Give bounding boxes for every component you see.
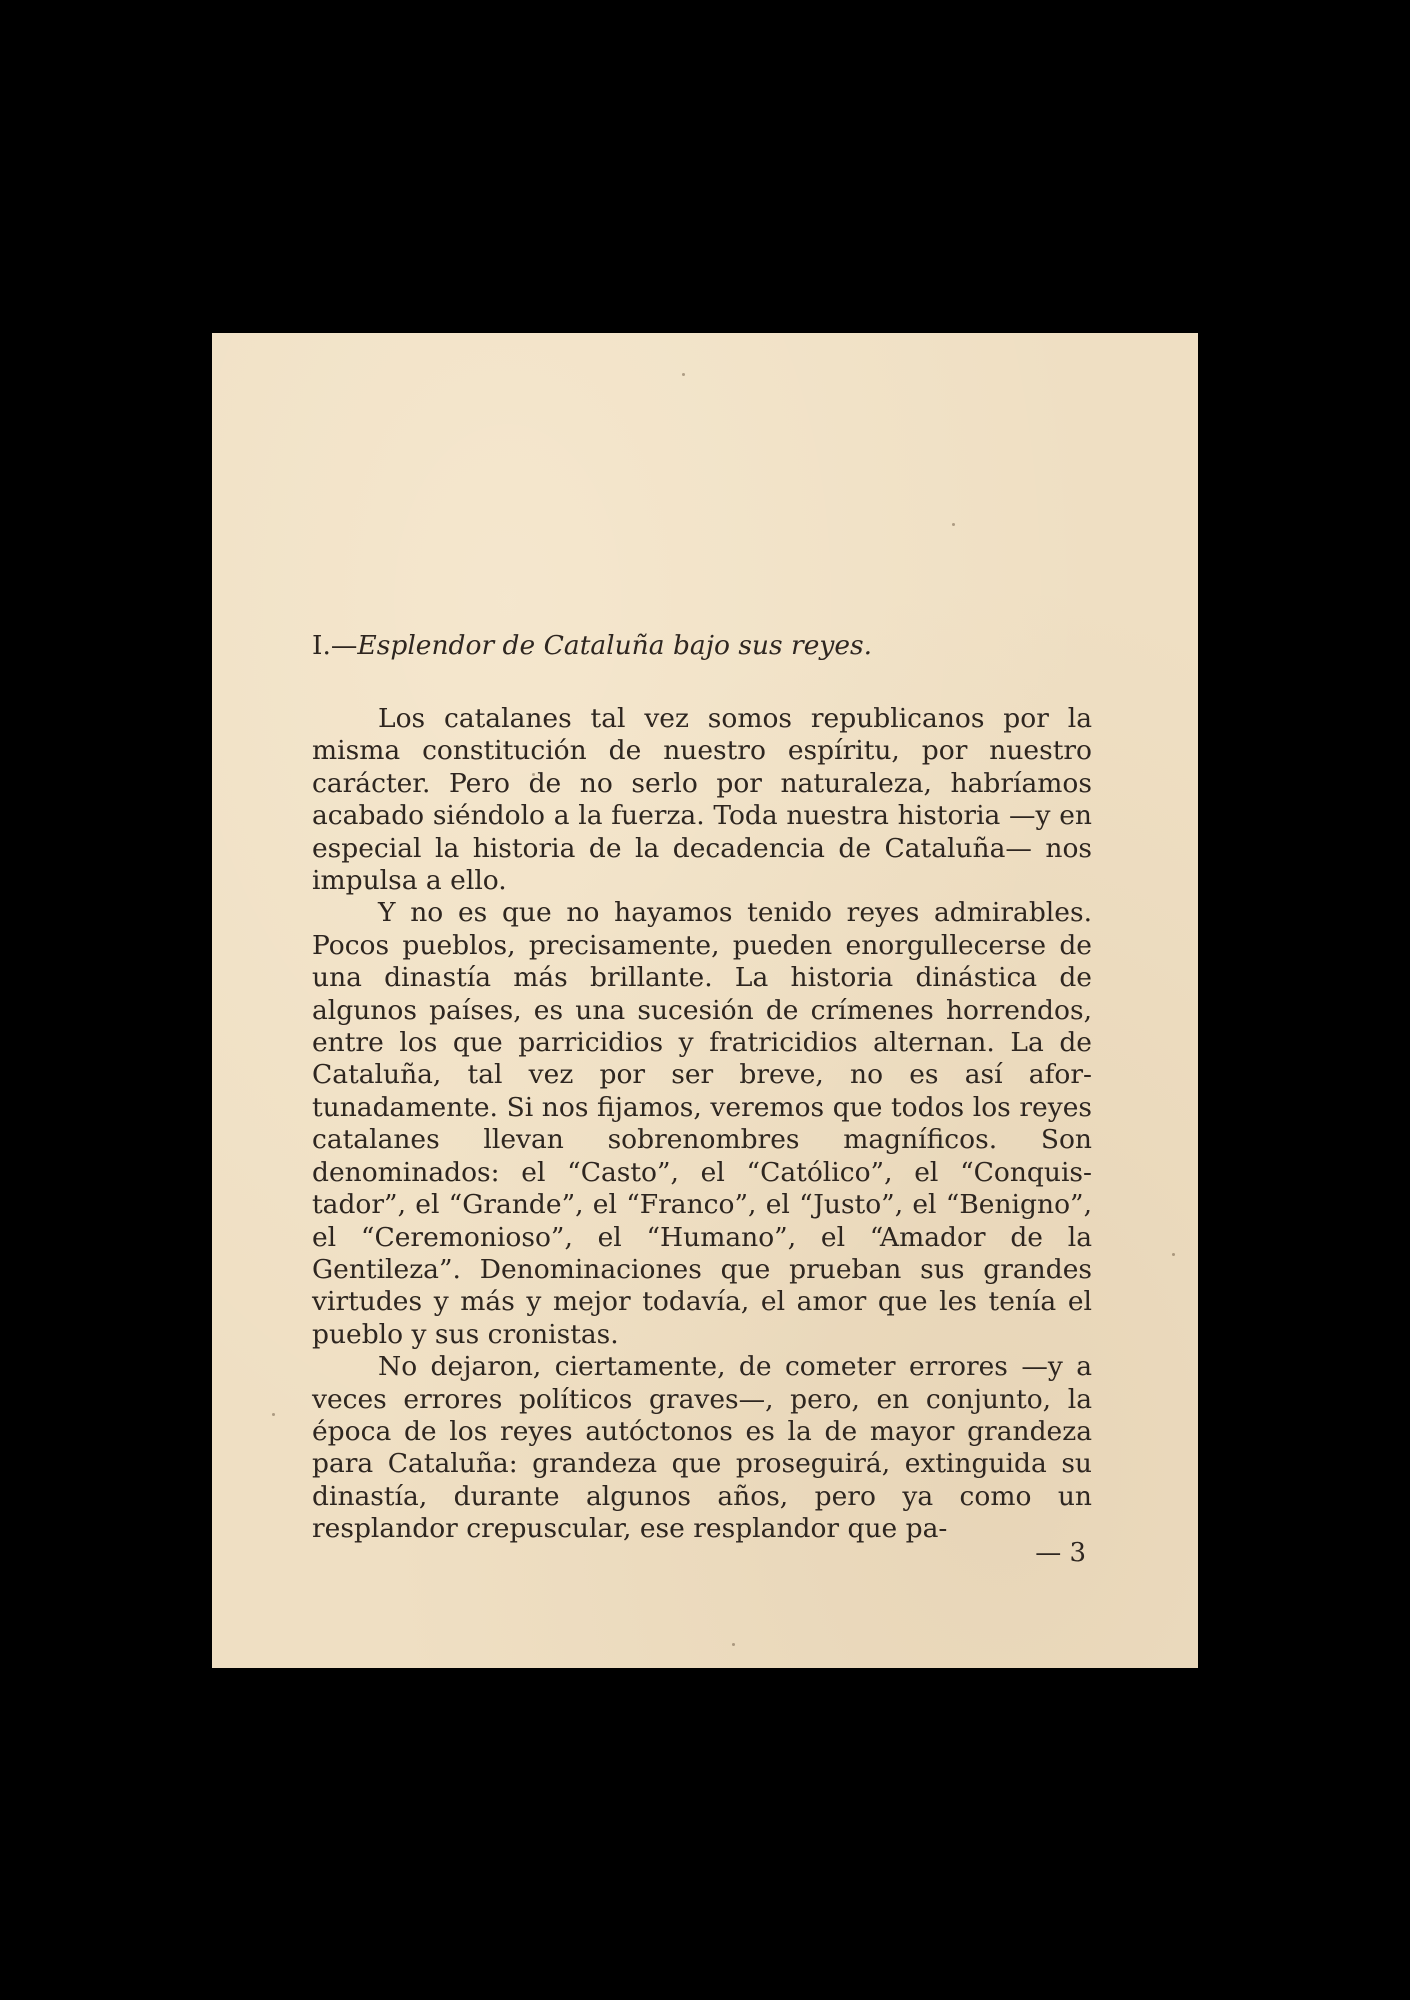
paragraph: Los catalanes tal vez somos republicanos por la misma constitución de nuestro espíritu, por nuestro carácter. Pero de no serlo por naturaleza, habríamos acabado siéndolo a la fuerza. Toda nuestra historia —y en especial la historia de la decadencia de Cataluña— nos impulsa a ello. <box>312 703 1092 897</box>
paragraph: No dejaron, ciertamente, de cometer errores —y a veces errores políticos graves—, pero, en conjunto, la época de los reyes autóctonos es la de mayor grandeza para Cataluña: grandeza que proseguirá, extinguida su dinastía, durante algunos años, pero ya como un resplandor crepuscular, ese resplandor que pa- <box>312 1351 1092 1545</box>
chapter-number: I.— <box>312 630 358 661</box>
page-number: — 3 <box>1035 1538 1086 1568</box>
paper-speck <box>952 523 955 526</box>
chapter-title: Esplendor de Cataluña bajo sus reyes. <box>357 630 873 661</box>
scanned-page <box>212 333 1198 1668</box>
paper-speck <box>272 1413 275 1416</box>
paper-speck <box>1172 1253 1175 1256</box>
body-text <box>312 629 1092 1546</box>
paper-speck <box>732 1643 735 1646</box>
paragraph: Y no es que no hayamos tenido reyes admirables. Pocos pueblos, precisamente, pueden enorgullecerse de una dinastía más brillante. La historia dinástica de algunos países, es una sucesión de crímenes horrendos, entre los que parricidios y fratricidios alternan. La de Cataluña, tal vez por ser breve, no es así afortunadamente. Si nos fijamos, veremos que todos los reyes catalanes llevan sobrenombres magníficos. Son denominados: el “Casto”, el “Católico”, el “Conquistador”, el “Grande”, el “Franco”, el “Justo”, el “Benigno”, el “Ceremonioso”, el “Humano”, el “Amador de la Gentileza”. Denominaciones que prueban sus grandes virtudes y más y mejor todavía, el amor que les tenía el pueblo y sus cronistas. <box>312 897 1092 1350</box>
paper-speck <box>682 373 685 376</box>
chapter-heading <box>312 629 1092 663</box>
